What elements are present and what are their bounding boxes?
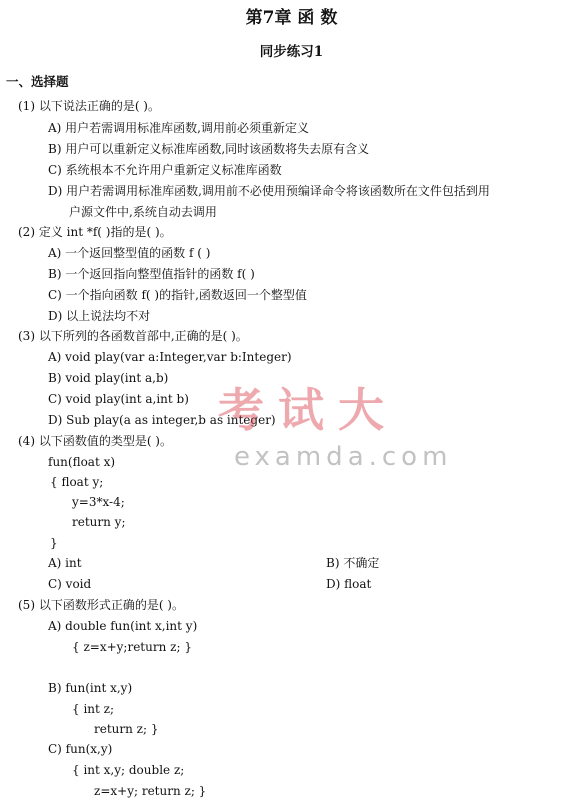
q4-code-line: fun(float x) bbox=[48, 455, 116, 469]
q5-option-b-body: return z; } bbox=[94, 722, 159, 736]
question-2: (2) 定义 int *f( )指的是( )。 bbox=[18, 225, 172, 239]
q1-option-c: C) 系统根本不允许用户重新定义标准库函数 bbox=[48, 163, 282, 177]
watermark-url: examda.com bbox=[234, 442, 453, 472]
question-1: (1) 以下说法正确的是( )。 bbox=[18, 99, 160, 113]
q3-option-c: C) void play(int a,int b) bbox=[48, 392, 189, 406]
question-4: (4) 以下函数值的类型是( )。 bbox=[18, 434, 172, 448]
q4-option-c: C) void bbox=[48, 577, 92, 591]
q1-option-b: B) 用户可以重新定义标准库函数,同时该函数将失去原有含义 bbox=[48, 142, 370, 156]
q1-option-a: A) 用户若需调用标准库函数,调用前必须重新定义 bbox=[48, 121, 309, 135]
q5-option-b-body: { int z; bbox=[72, 702, 115, 716]
q2-option-b: B) 一个返回指向整型值指针的函数 f( ) bbox=[48, 267, 255, 281]
q1-option-d-cont: 户源文件中,系统自动去调用 bbox=[69, 205, 217, 219]
q5-option-a: A) double fun(int x,int y) bbox=[48, 619, 198, 633]
q5-option-c: C) fun(x,y) bbox=[48, 742, 113, 756]
q4-code-line: } bbox=[50, 536, 58, 550]
q4-option-d: D) float bbox=[326, 577, 372, 591]
chapter-title: 第7章 函 数 bbox=[245, 8, 338, 28]
q4-code-line: y=3*x-4; bbox=[72, 495, 125, 509]
q3-option-d: D) Sub play(a as integer,b as integer) bbox=[48, 413, 276, 427]
q4-option-a: A) int bbox=[48, 556, 82, 570]
question-5: (5) 以下函数形式正确的是( )。 bbox=[18, 598, 184, 612]
q5-option-c-body: z=x+y; return z; } bbox=[94, 784, 207, 798]
q1-option-d: D) 用户若需调用标准库函数,调用前不必使用预编译命令将该函数所在文件包括到用 bbox=[48, 184, 490, 198]
question-3: (3) 以下所列的各函数首部中,正确的是( )。 bbox=[18, 329, 248, 343]
q4-code-line: return y; bbox=[72, 515, 126, 529]
q5-option-a-body: { z=x+y;return z; } bbox=[72, 640, 192, 654]
watermark-logo: 考试大 bbox=[218, 383, 398, 437]
q3-option-b: B) void play(int a,b) bbox=[48, 371, 169, 385]
q4-code-line: { float y; bbox=[50, 475, 104, 489]
q5-option-b: B) fun(int x,y) bbox=[48, 681, 133, 695]
q3-option-a: A) void play(var a:Integer,var b:Integer) bbox=[48, 350, 292, 364]
q4-option-b: B) 不确定 bbox=[326, 556, 380, 570]
page-subtitle: 同步练习1 bbox=[259, 44, 324, 60]
section-heading: 一、选择题 bbox=[6, 74, 69, 89]
q2-option-a: A) 一个返回整型值的函数 f ( ) bbox=[48, 246, 211, 260]
q5-option-c-body: { int x,y; double z; bbox=[72, 763, 185, 777]
q2-option-d: D) 以上说法均不对 bbox=[48, 309, 151, 323]
q2-option-c: C) 一个指向函数 f( )的指针,函数返回一个整型值 bbox=[48, 288, 307, 302]
